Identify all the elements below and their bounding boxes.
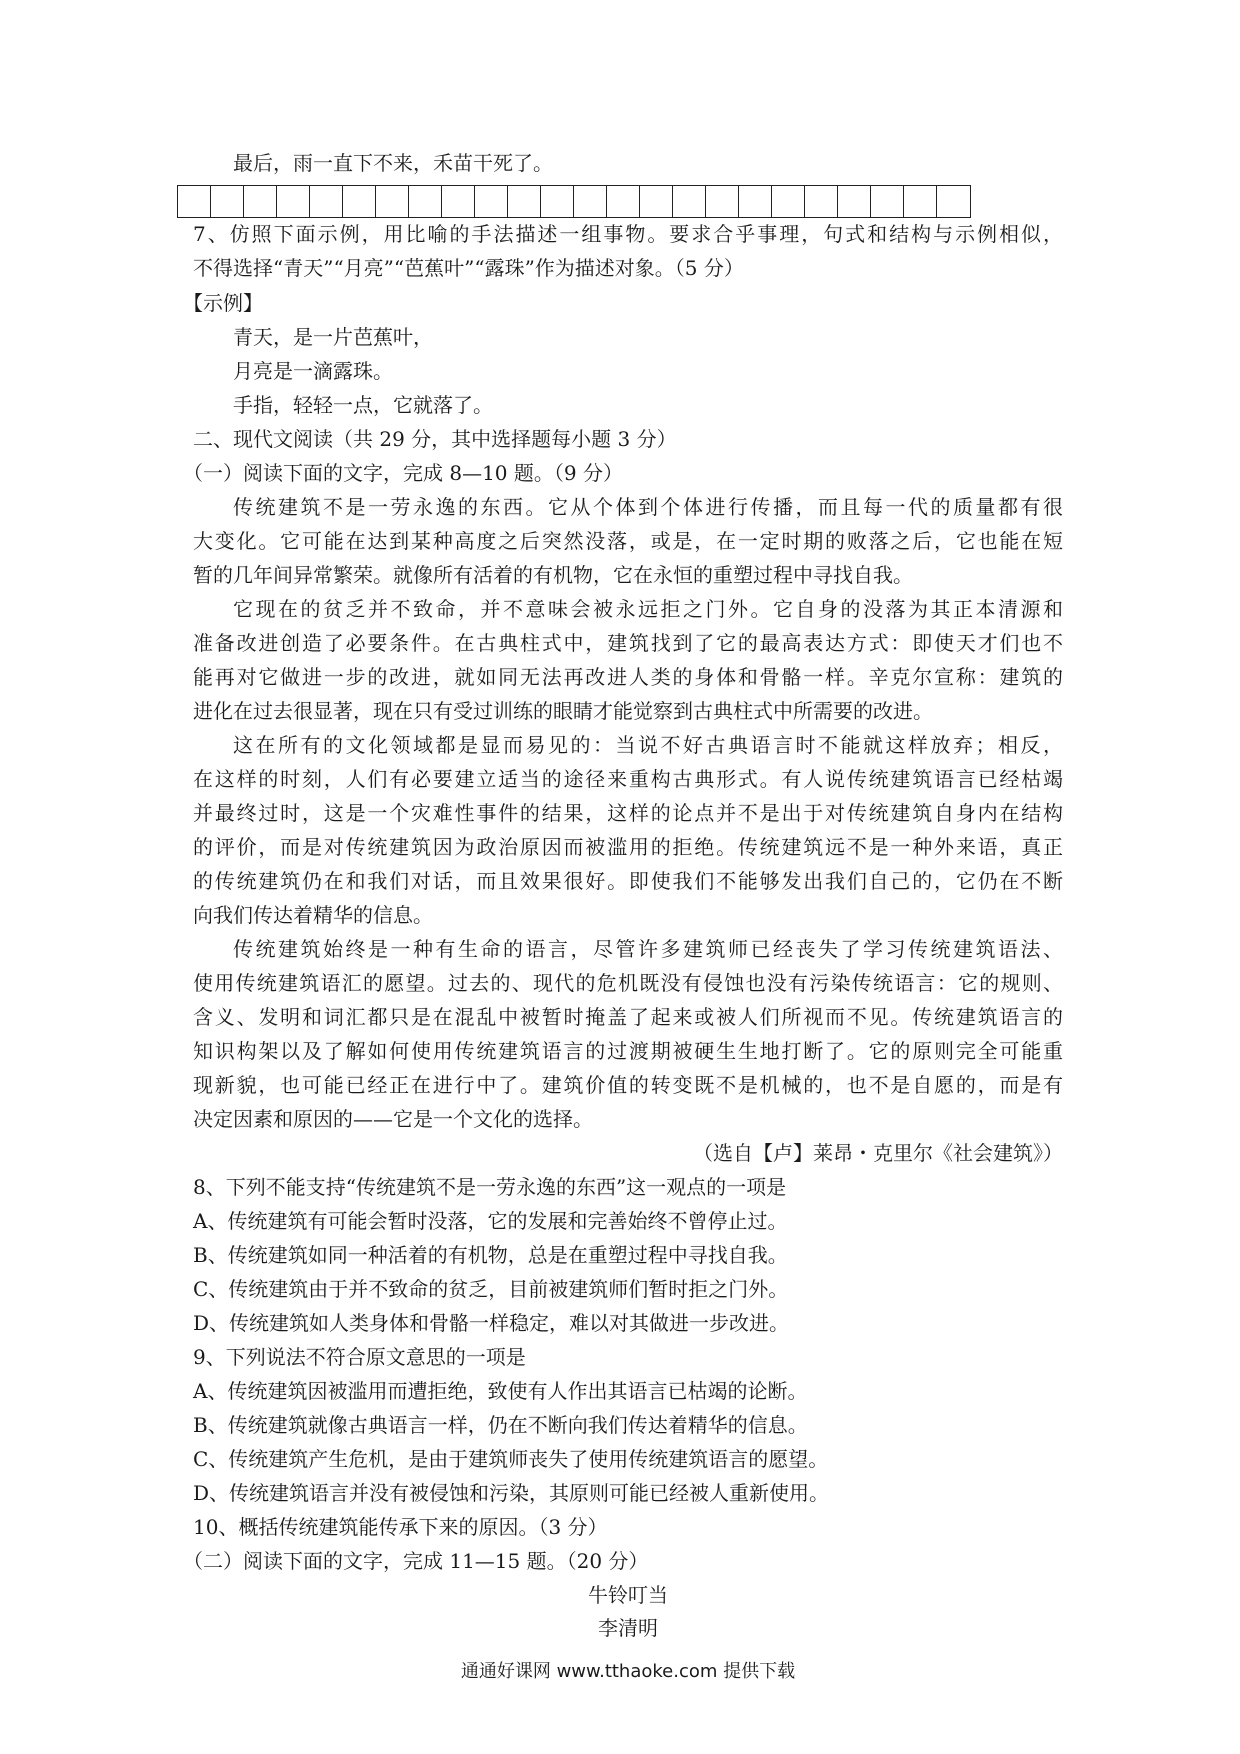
question-8-option-d: D、传统建筑如人类身体和骨骼一样稳定，难以对其做进一步改进。	[193, 1311, 790, 1335]
grid-cell	[607, 186, 640, 217]
article-title: 牛铃叮当	[588, 1583, 668, 1607]
grid-cell	[475, 186, 508, 217]
question-9-option-c: C、传统建筑产生危机，是由于建筑师丧失了使用传统建筑语言的愿望。	[193, 1447, 829, 1471]
paragraph-line: 它现在的贫乏并不致命，并不意味会被永远拒之门外。它自身的没落为其正本清源和	[233, 597, 1063, 621]
grid-cell	[904, 186, 937, 217]
question-9-option-a: A、传统建筑因被滥用而遭拒绝，致使有人作出其语言已枯竭的论断。	[193, 1379, 808, 1403]
paragraph-line: 向我们传达着精华的信息。	[193, 903, 433, 927]
question-8-option-c: C、传统建筑由于并不致命的贫乏，目前被建筑师们暂时拒之门外。	[193, 1277, 789, 1301]
answer-grid	[177, 185, 971, 218]
grid-cell	[310, 186, 343, 217]
paragraph-line: 现新貌，也可能已经正在进行中了。建筑价值的转变既不是机械的，也不是自愿的，而是有	[193, 1073, 1063, 1097]
example-line-2: 月亮是一滴露珠。	[233, 359, 393, 383]
paragraph-line: 传统建筑不是一劳永逸的东西。它从个体到个体进行传播，而且每一代的质量都有很	[233, 495, 1063, 519]
grid-cell	[277, 186, 310, 217]
grid-cell	[640, 186, 673, 217]
grid-cell	[541, 186, 574, 217]
question-8-option-b: B、传统建筑如同一种活着的有机物，总是在重塑过程中寻找自我。	[193, 1243, 788, 1267]
paragraph-line: 暂的几年间异常繁荣。就像所有活着的有机物，它在永恒的重塑过程中寻找自我。	[193, 563, 913, 587]
grid-cell	[211, 186, 244, 217]
example-label: 【示例】	[183, 291, 263, 315]
grid-cell	[805, 186, 838, 217]
article-author: 李清明	[598, 1616, 658, 1640]
paragraph-line: 知识构架以及了解如何使用传统建筑语言的过渡期被硬生生地打断了。它的原则完全可能重	[193, 1039, 1063, 1063]
grid-cell	[442, 186, 475, 217]
grid-cell	[178, 186, 211, 217]
question-8: 8、下列不能支持“传统建筑不是一劳永逸的东西”这一观点的一项是	[193, 1175, 787, 1199]
paragraph-line: 的传统建筑仍在和我们对话，而且效果很好。即使我们不能够发出我们自己的，它仍在不断	[193, 869, 1063, 893]
question-8-option-a: A、传统建筑有可能会暂时没落，它的发展和完善始终不曾停止过。	[193, 1209, 788, 1233]
paragraph-line: 能再对它做进一步的改进，就如同无法再改进人类的身体和骨骼一样。辛克尔宣称：建筑的	[193, 665, 1063, 689]
paragraph-line: 的评价，而是对传统建筑因为政治原因而被滥用的拒绝。传统建筑远不是一种外来语，真正	[193, 835, 1063, 859]
grid-cell	[508, 186, 541, 217]
grid-cell	[574, 186, 607, 217]
grid-cell	[409, 186, 442, 217]
question-9: 9、下列说法不符合原文意思的一项是	[193, 1345, 526, 1369]
grid-cell	[739, 186, 772, 217]
question-10: 10、概括传统建筑能传承下来的原因。（3 分）	[193, 1515, 608, 1539]
grid-cell	[244, 186, 277, 217]
grid-cell	[343, 186, 376, 217]
example-line-1: 青天，是一片芭蕉叶，	[233, 325, 433, 349]
example-line-3: 手指，轻轻一点，它就落了。	[233, 393, 493, 417]
paragraph-line: 传统建筑始终是一种有生命的语言，尽管许多建筑师已经丧失了学习传统建筑语法、	[233, 937, 1063, 961]
grid-cell	[838, 186, 871, 217]
grid-cell	[706, 186, 739, 217]
paragraph-line: 决定因素和原因的——它是一个文化的选择。	[193, 1107, 593, 1131]
paragraph-line: 大变化。它可能在达到某种高度之后突然没落，或是，在一定时期的败落之后，它也能在短	[193, 529, 1063, 553]
sentence-line: 最后，雨一直下不来，禾苗干死了。	[233, 151, 553, 175]
question-7-line-2: 不得选择“青天”“月亮”“芭蕉叶”“露珠”作为描述对象。（5 分）	[193, 256, 744, 280]
subsection-1-heading: （一）阅读下面的文字，完成 8—10 题。（9 分）	[183, 461, 623, 485]
question-9-option-b: B、传统建筑就像古典语言一样，仍在不断向我们传达着精华的信息。	[193, 1413, 808, 1437]
section-2-heading: 二、现代文阅读（共 29 分，其中选择题每小题 3 分）	[193, 427, 677, 451]
question-9-option-d: D、传统建筑语言并没有被侵蚀和污染，其原则可能已经被人重新使用。	[193, 1481, 830, 1505]
paragraph-line: 并最终过时，这是一个灾难性事件的结果，这样的论点并不是出于对传统建筑自身内在结构	[193, 801, 1063, 825]
grid-cell	[772, 186, 805, 217]
paragraph-line: 准备改进创造了必要条件。在古典柱式中，建筑找到了它的最高表达方式：即使天才们也不	[193, 631, 1063, 655]
download-footer: 通通好课网 www.tthaoke.com 提供下载	[460, 1661, 796, 1682]
subsection-2-heading: （二）阅读下面的文字，完成 11—15 题。（20 分）	[183, 1549, 649, 1573]
grid-cell	[871, 186, 904, 217]
paragraph-line: 使用传统建筑语汇的愿望。过去的、现代的危机既没有侵蚀也没有污染传统语言：它的规则、	[193, 971, 1063, 995]
grid-cell	[673, 186, 706, 217]
grid-cell	[376, 186, 409, 217]
paragraph-line: 进化在过去很显著，现在只有受过训练的眼睛才能觉察到古典柱式中所需要的改进。	[193, 699, 933, 723]
question-7-line-1: 7、仿照下面示例，用比喻的手法描述一组事物。要求合乎事理，句式和结构与示例相似，	[193, 222, 1063, 246]
paragraph-line: 在这样的时刻，人们有必要建立适当的途径来重构古典形式。有人说传统建筑语言已经枯竭	[193, 767, 1063, 791]
grid-cell	[937, 186, 970, 217]
source-citation: （选自【卢】莱昂・克里尔《社会建筑》）	[693, 1141, 1063, 1165]
paragraph-line: 这在所有的文化领域都是显而易见的：当说不好古典语言时不能就这样放弃；相反，	[233, 733, 1063, 757]
paragraph-line: 含义、发明和词汇都只是在混乱中被暂时掩盖了起来或被人们所视而不见。传统建筑语言的	[193, 1005, 1063, 1029]
